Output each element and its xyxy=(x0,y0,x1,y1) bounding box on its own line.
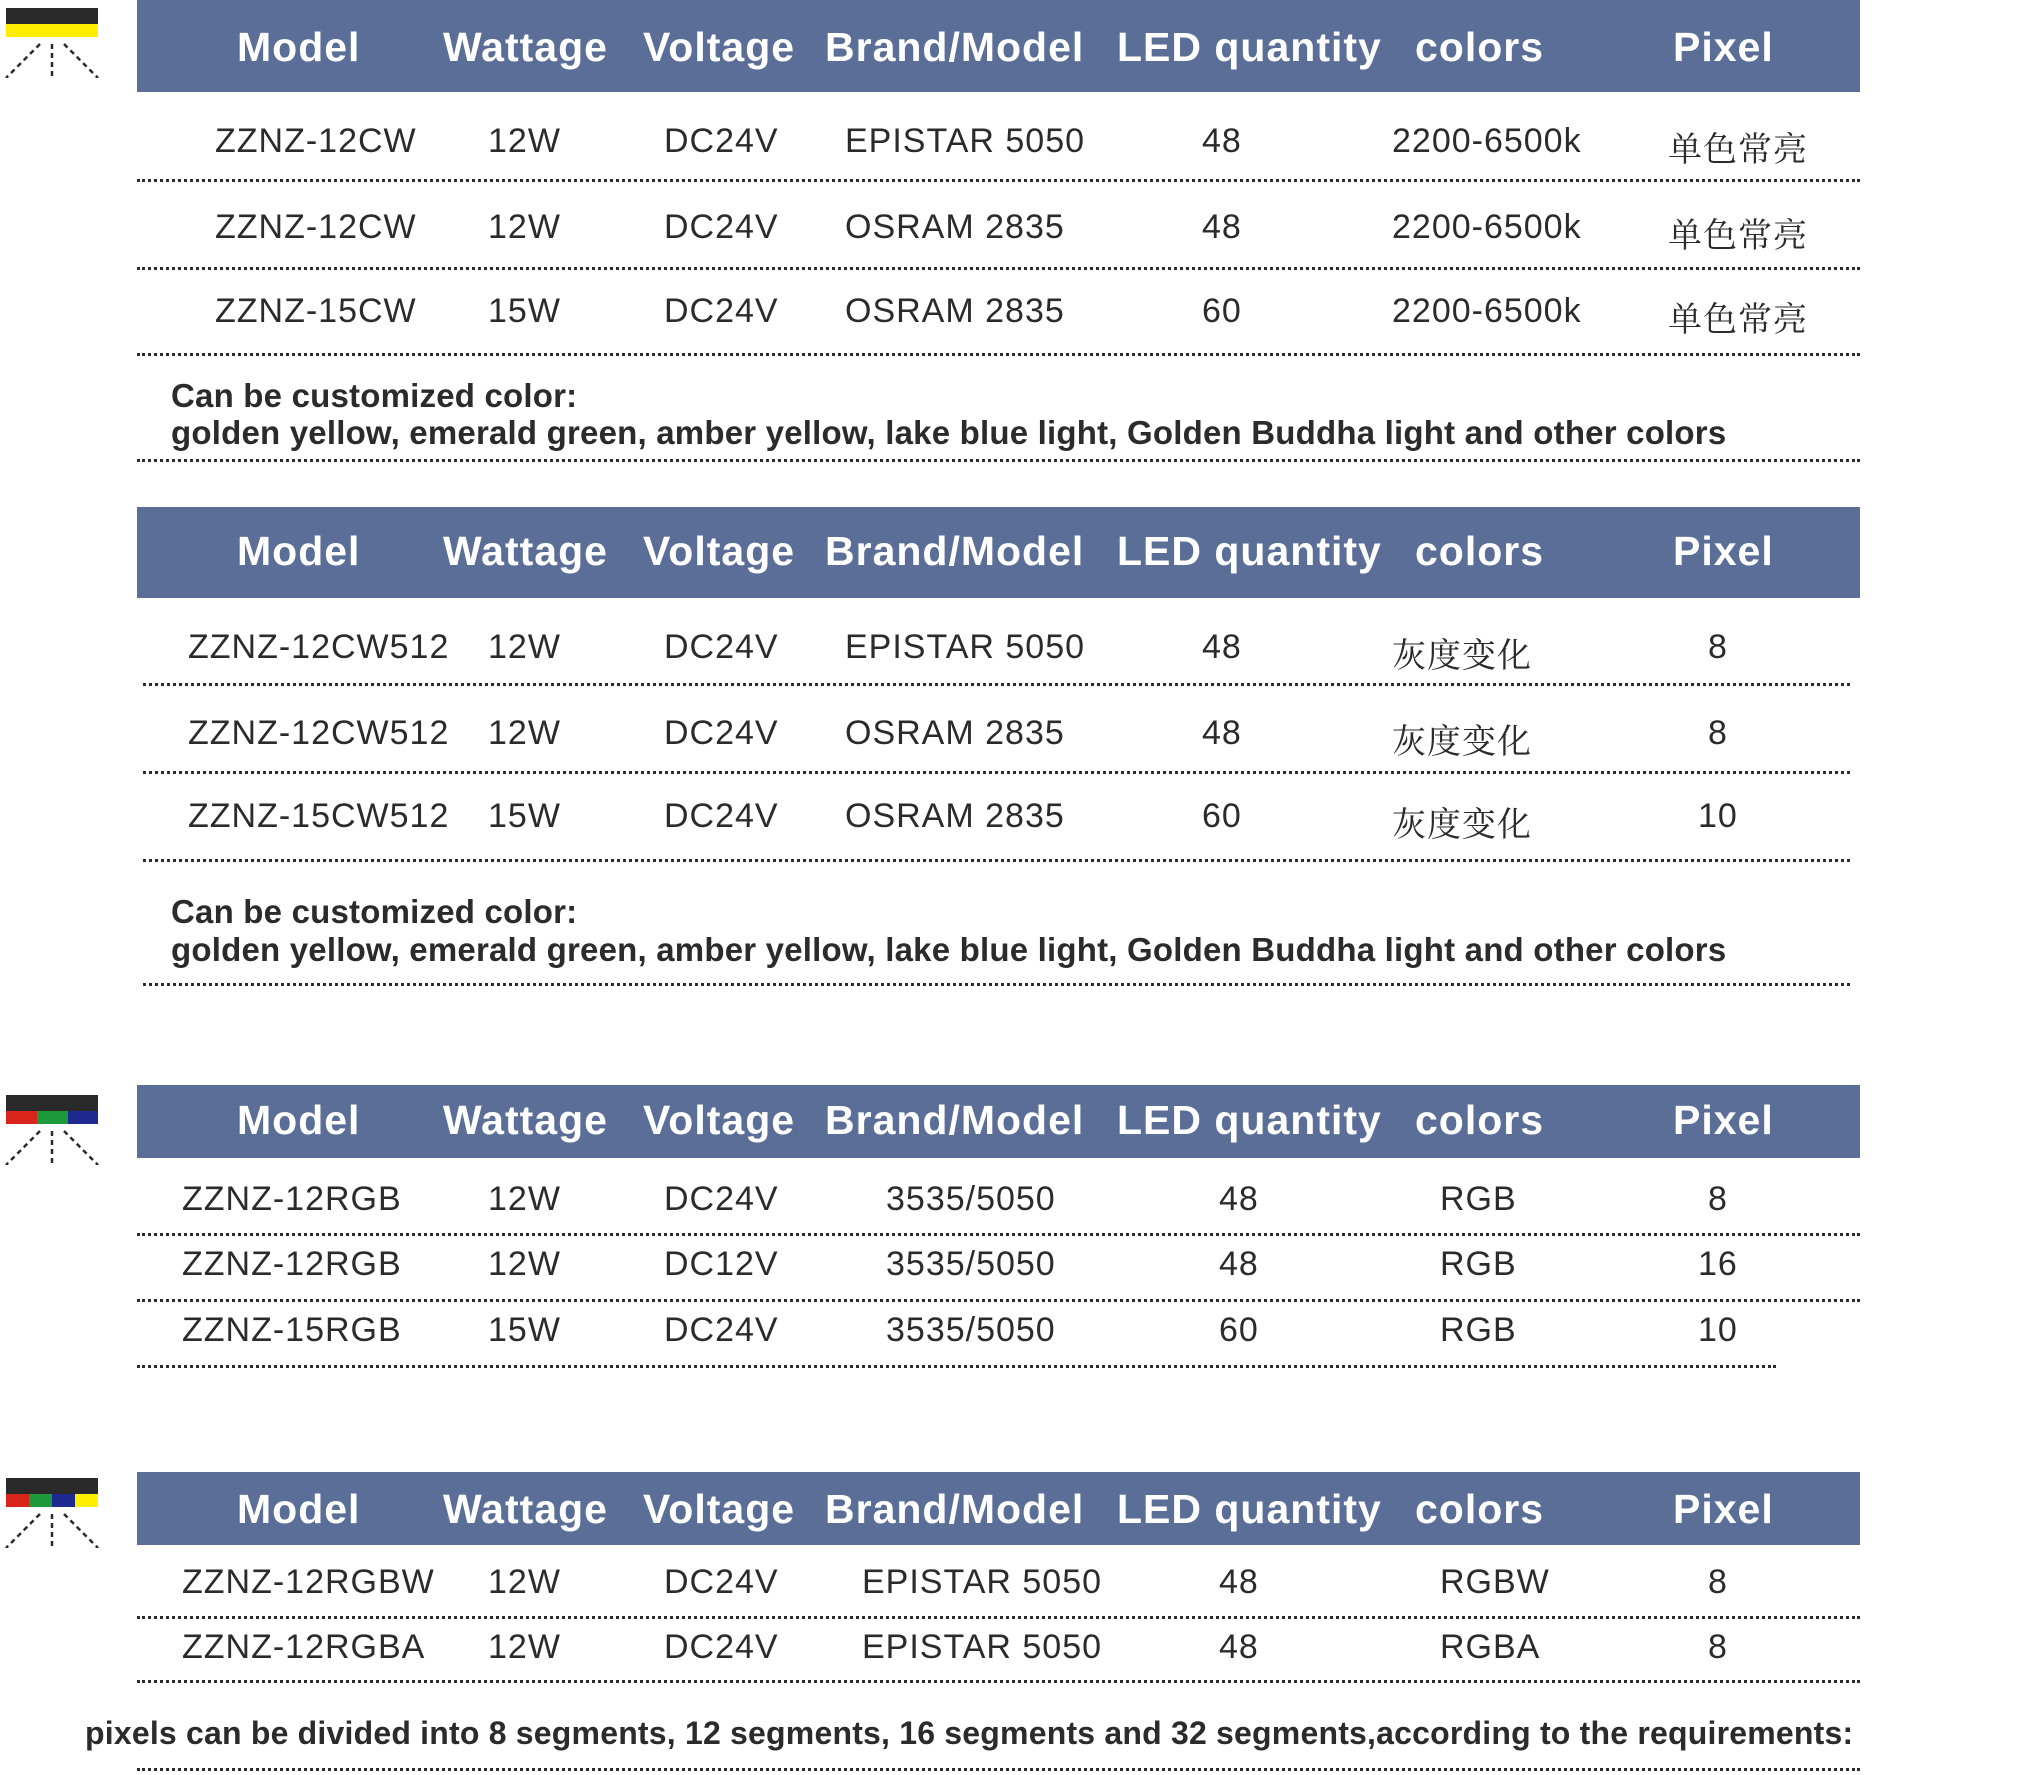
row-divider xyxy=(143,683,1850,686)
section-divider xyxy=(143,983,1850,986)
cell-pixel: 单色常亮 xyxy=(1668,217,1808,255)
cell-led-qty: 60 xyxy=(1219,1311,1259,1349)
cell-pixel: 8 xyxy=(1708,1563,1728,1601)
cell-wattage: 12W xyxy=(488,1628,561,1666)
note-title: Can be customized color: xyxy=(171,377,578,414)
header-led-qty: LED quantity xyxy=(1117,24,1382,70)
cell-wattage: 12W xyxy=(488,122,561,160)
table1-header xyxy=(137,0,1860,92)
header-led-qty: LED quantity xyxy=(1117,1097,1382,1143)
header-wattage: Wattage xyxy=(443,1486,608,1532)
cell-colors: RGB xyxy=(1440,1180,1517,1218)
cell-voltage: DC24V xyxy=(664,1628,779,1666)
footer-note: pixels can be divided into 8 segments, 12 segments, 16 segments and 32 segments,according to the requirements: xyxy=(85,1715,1854,1751)
cell-wattage: 15W xyxy=(488,292,561,330)
cell-model: ZZNZ-12CW512 xyxy=(188,628,450,666)
cell-wattage: 12W xyxy=(488,1563,561,1601)
cell-led-qty: 48 xyxy=(1219,1180,1259,1218)
cell-colors: 2200-6500k xyxy=(1392,208,1582,246)
cell-model: ZZNZ-12RGBW xyxy=(182,1563,435,1601)
header-pixel: Pixel xyxy=(1673,1097,1774,1143)
cell-led-qty: 48 xyxy=(1202,628,1242,666)
cell-model: ZZNZ-12CW512 xyxy=(188,714,450,752)
table3-header xyxy=(137,1085,1860,1158)
header-brand: Brand/Model xyxy=(825,24,1085,70)
row-divider xyxy=(137,267,1860,270)
cell-colors: 2200-6500k xyxy=(1392,122,1582,160)
cell-model: ZZNZ-12CW xyxy=(215,208,417,246)
cell-model: ZZNZ-12RGB xyxy=(182,1180,402,1218)
cell-pixel: 10 xyxy=(1698,797,1738,835)
cell-voltage: DC24V xyxy=(664,797,779,835)
cell-pixel: 8 xyxy=(1708,628,1728,666)
cell-wattage: 15W xyxy=(488,797,561,835)
header-wattage: Wattage xyxy=(443,24,608,70)
cell-pixel: 8 xyxy=(1708,1628,1728,1666)
cell-led-qty: 48 xyxy=(1219,1245,1259,1283)
table4-header xyxy=(137,1472,1860,1545)
cell-wattage: 12W xyxy=(488,1245,561,1283)
cell-model: ZZNZ-12RGBA xyxy=(182,1628,426,1666)
section-divider xyxy=(137,1768,1860,1771)
cell-voltage: DC24V xyxy=(664,292,779,330)
cell-colors: RGB xyxy=(1440,1311,1517,1349)
header-wattage: Wattage xyxy=(443,1097,608,1143)
cell-colors: RGBA xyxy=(1440,1628,1541,1666)
header-colors: colors xyxy=(1415,24,1545,70)
cell-pixel: 8 xyxy=(1708,1180,1728,1218)
rgbw-light-icon xyxy=(4,1478,100,1548)
header-brand: Brand/Model xyxy=(825,1486,1085,1532)
section-divider xyxy=(137,459,1860,462)
cell-led-qty: 48 xyxy=(1219,1628,1259,1666)
cell-model: ZZNZ-12CW xyxy=(215,122,417,160)
cell-brand: 3535/5050 xyxy=(886,1245,1056,1283)
cell-voltage: DC24V xyxy=(664,628,779,666)
cell-brand: OSRAM 2835 xyxy=(845,208,1065,246)
cell-led-qty: 48 xyxy=(1202,208,1242,246)
header-brand: Brand/Model xyxy=(825,528,1085,574)
cell-pixel: 8 xyxy=(1708,714,1728,752)
row-divider xyxy=(143,859,1850,862)
row-divider xyxy=(137,1233,1860,1236)
note-text: golden yellow, emerald green, amber yellow, lake blue light, Golden Buddha light and other colors xyxy=(171,414,1727,451)
header-voltage: Voltage xyxy=(643,24,796,70)
row-divider xyxy=(137,353,1860,356)
header-pixel: Pixel xyxy=(1673,24,1774,70)
header-model: Model xyxy=(237,1486,361,1532)
header-brand: Brand/Model xyxy=(825,1097,1085,1143)
cell-led-qty: 48 xyxy=(1219,1563,1259,1601)
header-voltage: Voltage xyxy=(643,1486,796,1532)
header-pixel: Pixel xyxy=(1673,1486,1774,1532)
header-colors: colors xyxy=(1415,1097,1545,1143)
cell-model: ZZNZ-15CW512 xyxy=(188,797,450,835)
row-divider xyxy=(137,1616,1860,1619)
cell-voltage: DC24V xyxy=(664,122,779,160)
cell-pixel: 16 xyxy=(1698,1245,1738,1283)
cell-pixel: 单色常亮 xyxy=(1668,301,1808,339)
cell-colors: 2200-6500k xyxy=(1392,292,1582,330)
rgb-light-icon xyxy=(4,1095,100,1165)
cell-colors: 灰度变化 xyxy=(1392,723,1532,761)
cell-brand: EPISTAR 5050 xyxy=(862,1563,1103,1601)
header-wattage: Wattage xyxy=(443,528,608,574)
cell-wattage: 12W xyxy=(488,1180,561,1218)
header-led-qty: LED quantity xyxy=(1117,528,1382,574)
cell-voltage: DC24V xyxy=(664,714,779,752)
cell-led-qty: 48 xyxy=(1202,714,1242,752)
cell-voltage: DC12V xyxy=(664,1245,779,1283)
cell-led-qty: 60 xyxy=(1202,797,1242,835)
cell-brand: 3535/5050 xyxy=(886,1180,1056,1218)
cell-brand: OSRAM 2835 xyxy=(845,797,1065,835)
note-text: golden yellow, emerald green, amber yellow, lake blue light, Golden Buddha light and other colors xyxy=(171,931,1727,968)
header-voltage: Voltage xyxy=(643,528,796,574)
cell-pixel: 单色常亮 xyxy=(1668,131,1808,169)
cell-colors: RGBW xyxy=(1440,1563,1550,1601)
header-model: Model xyxy=(237,24,361,70)
cell-voltage: DC24V xyxy=(664,1311,779,1349)
cell-wattage: 12W xyxy=(488,628,561,666)
row-divider xyxy=(137,1680,1860,1683)
header-led-qty: LED quantity xyxy=(1117,1486,1382,1532)
cell-colors: RGB xyxy=(1440,1245,1517,1283)
cell-brand: 3535/5050 xyxy=(886,1311,1056,1349)
cell-colors: 灰度变化 xyxy=(1392,637,1532,675)
table2-header xyxy=(137,507,1860,598)
cell-brand: OSRAM 2835 xyxy=(845,292,1065,330)
cell-model: ZZNZ-12RGB xyxy=(182,1245,402,1283)
cell-brand: OSRAM 2835 xyxy=(845,714,1065,752)
note-title: Can be customized color: xyxy=(171,893,578,930)
cell-wattage: 12W xyxy=(488,714,561,752)
cell-voltage: DC24V xyxy=(664,1180,779,1218)
cell-model: ZZNZ-15CW xyxy=(215,292,417,330)
header-pixel: Pixel xyxy=(1673,528,1774,574)
header-model: Model xyxy=(237,1097,361,1143)
cell-led-qty: 48 xyxy=(1202,122,1242,160)
row-divider xyxy=(137,1365,1776,1368)
cell-voltage: DC24V xyxy=(664,208,779,246)
cell-wattage: 12W xyxy=(488,208,561,246)
header-voltage: Voltage xyxy=(643,1097,796,1143)
cell-model: ZZNZ-15RGB xyxy=(182,1311,402,1349)
cell-colors: 灰度变化 xyxy=(1392,806,1532,844)
cell-voltage: DC24V xyxy=(664,1563,779,1601)
row-divider xyxy=(137,1299,1860,1302)
header-colors: colors xyxy=(1415,528,1545,574)
cell-brand: EPISTAR 5050 xyxy=(845,122,1086,160)
cell-wattage: 15W xyxy=(488,1311,561,1349)
cell-brand: EPISTAR 5050 xyxy=(845,628,1086,666)
warm-white-light-icon xyxy=(4,8,100,78)
row-divider xyxy=(137,179,1860,182)
row-divider xyxy=(143,771,1850,774)
cell-brand: EPISTAR 5050 xyxy=(862,1628,1103,1666)
cell-pixel: 10 xyxy=(1698,1311,1738,1349)
cell-led-qty: 60 xyxy=(1202,292,1242,330)
header-model: Model xyxy=(237,528,361,574)
header-colors: colors xyxy=(1415,1486,1545,1532)
